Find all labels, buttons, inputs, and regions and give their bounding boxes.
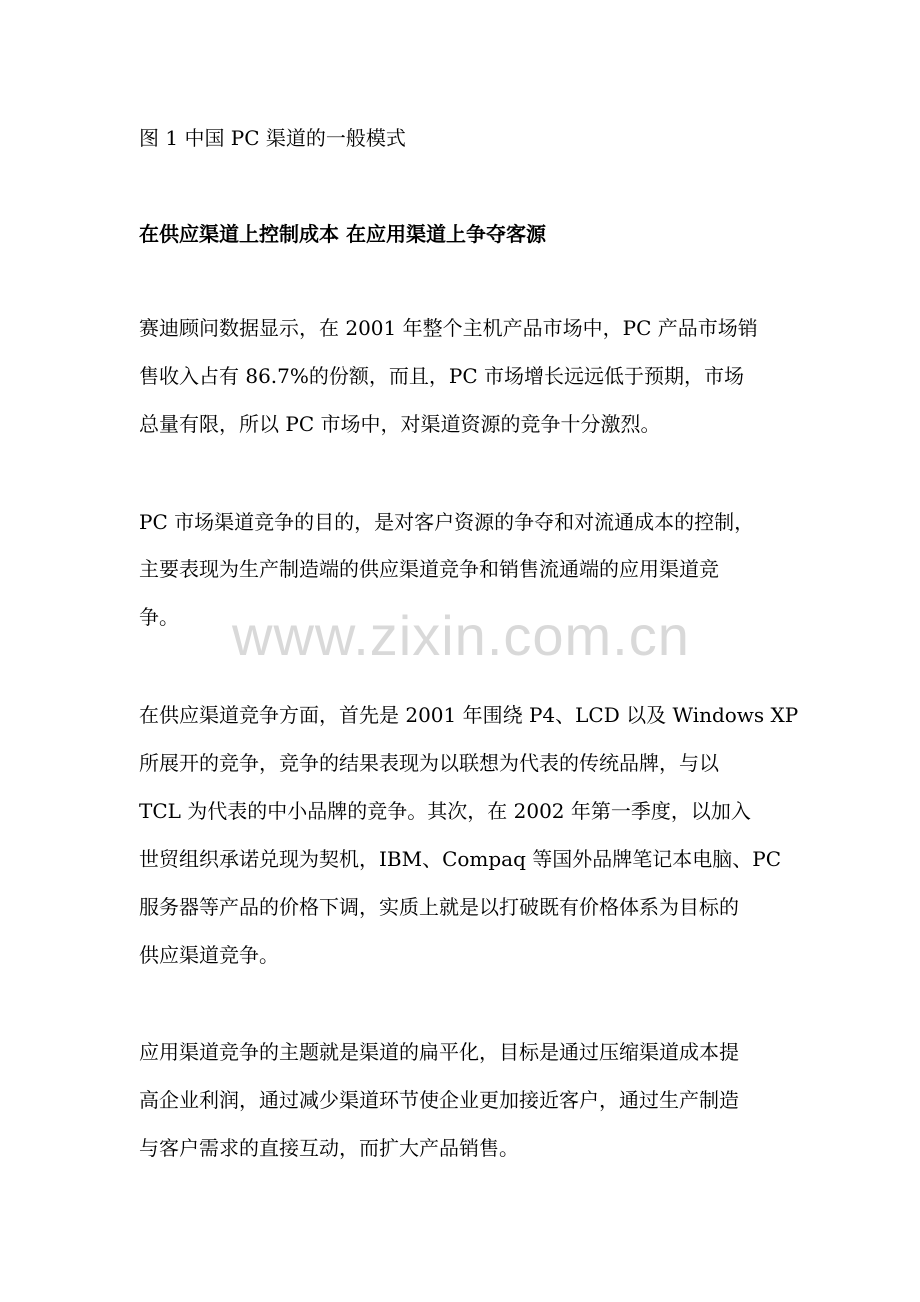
paragraph-line: 与客户需求的直接互动，而扩大产品销售。 xyxy=(139,1136,519,1160)
section-heading: 在供应渠道上控制成本 在应用渠道上争夺客源 xyxy=(139,222,546,246)
paragraph-line: 世贸组织承诺兑现为契机，IBM、Compaq 等国外品牌笔记本电脑、PC xyxy=(139,847,782,871)
paragraph-line: 服务器等产品的价格下调，实质上就是以打破既有价格体系为目标的 xyxy=(139,895,739,919)
paragraph-line: 所展开的竞争，竞争的结果表现为以联想为代表的传统品牌，与以 xyxy=(139,751,719,775)
paragraph-line: 在供应渠道竞争方面，首先是 2001 年围绕 P4、LCD 以及 Windows XP xyxy=(139,703,799,727)
paragraph-line: 总量有限，所以 PC 市场中，对渠道资源的竞争十分激烈。 xyxy=(139,412,661,436)
paragraph-line: TCL 为代表的中小品牌的竞争。其次，在 2002 年第一季度，以加入 xyxy=(139,799,751,823)
paragraph-line: 主要表现为生产制造端的供应渠道竞争和销售流通端的应用渠道竞 xyxy=(139,557,719,581)
paragraph-line: 应用渠道竞争的主题就是渠道的扁平化，目标是通过压缩渠道成本提 xyxy=(139,1040,739,1064)
watermark: www.zixin.com.cn xyxy=(232,604,690,667)
paragraph-line: 高企业利润，通过减少渠道环节使企业更加接近客户，通过生产制造 xyxy=(139,1088,739,1112)
paragraph-line: 供应渠道竞争。 xyxy=(139,943,279,967)
figure-caption: 图 1 中国 PC 渠道的一般模式 xyxy=(139,126,406,150)
paragraph-line: 争。 xyxy=(139,605,179,629)
paragraph-line: 赛迪顾问数据显示，在 2001 年整个主机产品市场中，PC 产品市场销 xyxy=(139,316,758,340)
paragraph-line: 售收入占有 86.7%的份额，而且，PC 市场增长远远低于预期，市场 xyxy=(139,364,745,388)
paragraph-line: PC 市场渠道竞争的目的，是对客户资源的争夺和对流通成本的控制， xyxy=(139,510,755,534)
